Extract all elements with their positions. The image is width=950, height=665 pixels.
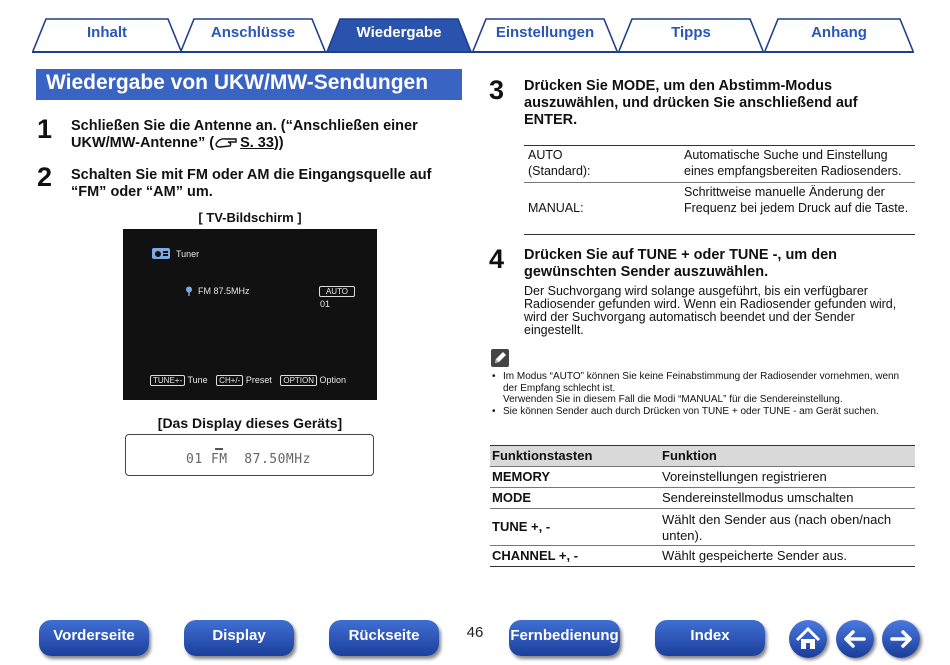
rear-panel-button[interactable]: Rückseite [329, 620, 439, 656]
step-3-number: 3 [489, 75, 505, 105]
function-key: MODE [492, 490, 531, 505]
step-2-number: 2 [37, 162, 53, 192]
tuner-radio-icon [152, 248, 170, 259]
arrow-right-icon [882, 620, 920, 658]
mode-desc: Schrittweise manuelle Änderung der Frequenz bei jedem Druck auf die Taste. [684, 185, 909, 215]
front-panel-button[interactable]: Vorderseite [39, 620, 149, 656]
device-display-caption: [Das Display dieses Geräts] [157, 415, 343, 431]
signal-icon [185, 286, 193, 296]
step-4-description: Der Suchvorgang wird solange ausgeführt, bis ein verfügbarer Radiosender gefunden wird. Wenn ein Radiosender gefunden wird, wird der Suchvorgang automatisch beendet und der Sender eingestellt. [524, 284, 897, 337]
table-row [490, 487, 915, 508]
tab-tipps[interactable] [618, 18, 764, 52]
index-button[interactable]: Index [655, 620, 765, 656]
header-keys: Funktionstasten [492, 448, 593, 463]
tv-frequency: FM 87.5MHz [198, 286, 250, 296]
function-desc: Sendereinstellmodus umschalten [662, 490, 854, 505]
notes-list [491, 371, 911, 417]
step-2-text: Schalten Sie mit FM oder AM die Eingangsquelle auf “FM” oder “AM” um. [71, 167, 432, 200]
mode-key: MANUAL: [528, 201, 584, 215]
function-desc: Wählt den Sender aus (nach oben/nach unten). [662, 512, 892, 543]
section-title: Wiedergabe von UKW/MW-Sendungen [36, 69, 462, 100]
tab-wiedergabe[interactable] [326, 18, 472, 52]
step-3-text: Drücken Sie MODE, um den Abstimm-Modus auszuwählen, und drücken Sie anschließend auf ENTER. [524, 78, 858, 128]
page-33-link[interactable]: S. 33 [240, 135, 274, 151]
tune-hint: Tune [187, 375, 208, 385]
mode-desc: Automatische Suche und Einstellung eines empfangsbereiten Radiosenders. [684, 148, 902, 178]
tv-footer [150, 375, 346, 385]
top-tab-bar [32, 18, 916, 52]
function-desc: Voreinstellungen registrieren [662, 469, 827, 484]
tab-anschluesse[interactable] [180, 18, 326, 52]
tab-inhalt[interactable] [32, 18, 182, 52]
function-key: CHANNEL +, - [492, 548, 579, 563]
tab-label: Anschlüsse [210, 24, 296, 41]
tab-label: Inhalt [87, 24, 127, 41]
step-1-number: 1 [37, 114, 53, 144]
tab-anhang[interactable] [764, 18, 914, 52]
tab-einstellungen[interactable] [472, 18, 618, 52]
display-button[interactable]: Display [184, 620, 294, 656]
function-table-header [490, 445, 915, 466]
device-display [125, 434, 374, 476]
tv-preset-number: 01 [320, 299, 331, 309]
tuning-mode-table [524, 145, 915, 235]
step-4-number: 4 [489, 244, 505, 274]
mode-row-auto [524, 146, 915, 182]
function-desc: Wählt gespeicherte Sender aus. [662, 548, 847, 563]
preset-key-label: CH+/- [216, 375, 243, 386]
table-row [490, 466, 915, 487]
page-number: 46 [466, 624, 484, 641]
tv-screen [123, 229, 377, 400]
note-item: • Im Modus “AUTO” können Sie keine Feinabstimmung der Radiosender vornehmen, wenn der Empfang schlecht ist. Verwenden Sie in diesem Fall die Modi “MANUAL” für die Sendereinstellung. [491, 371, 911, 406]
option-hint: Option [319, 375, 347, 385]
device-display-text: 01 FM 87.50MHz [186, 452, 311, 467]
home-icon [789, 620, 827, 658]
tv-source-label: Tuner [176, 249, 200, 259]
function-table [490, 445, 915, 567]
function-key: TUNE +, - [492, 519, 551, 534]
tv-mode-badge: AUTO [319, 286, 355, 297]
tab-label: Tipps [671, 24, 711, 41]
step-1-text [71, 118, 461, 152]
tv-screen-caption: [ TV-Bildschirm ] [198, 210, 302, 225]
note-item: • Sie können Sender auch durch Drücken von TUNE + oder TUNE - am Gerät suchen. [491, 406, 911, 418]
step-4-text: Drücken Sie auf TUNE + oder TUNE -, um den gewünschten Sender auszuwählen. [524, 247, 838, 280]
tune-key-label: TUNE+- [150, 375, 185, 386]
display-indicator [215, 448, 223, 450]
tab-label: Einstellungen [495, 24, 595, 41]
arrow-left-icon [836, 620, 874, 658]
preset-hint: Preset [245, 375, 272, 385]
step-1-close: )) [273, 135, 284, 151]
forward-button[interactable] [882, 620, 920, 658]
option-key-label: OPTION [280, 375, 317, 386]
tab-label: Anhang [811, 24, 867, 41]
step-1-body: Schließen Sie die Antenne an. (“Anschließen einer UKW/MW-Antenne” ( [71, 118, 418, 151]
table-row [490, 545, 915, 566]
tab-label: Wiedergabe [356, 24, 442, 41]
table-row [490, 508, 915, 545]
page-reference-icon [214, 135, 240, 149]
mode-row-manual [524, 182, 915, 234]
remote-control-button[interactable]: Fernbedienung [509, 620, 620, 656]
function-key: MEMORY [492, 469, 551, 484]
home-button[interactable] [789, 620, 827, 658]
mode-key: AUTO (Standard): [528, 148, 591, 178]
header-function: Funktion [662, 448, 717, 463]
back-button[interactable] [836, 620, 874, 658]
pencil-note-icon [491, 349, 509, 367]
